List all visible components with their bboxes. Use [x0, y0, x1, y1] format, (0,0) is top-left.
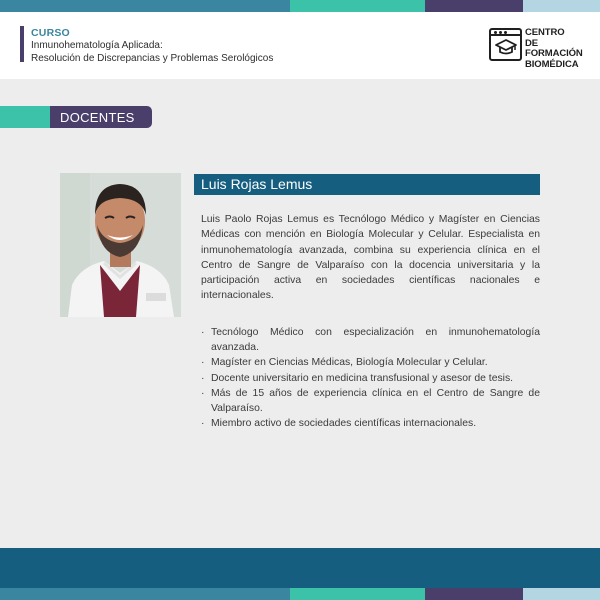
- section-accent: [0, 106, 52, 128]
- logo-line1: CENTRO: [525, 27, 565, 38]
- list-item: · Miembro activo de sociedades científicas internacionales.: [201, 418, 477, 430]
- list-item: · Magíster en Ciencias Médicas, Biología Molecular y Celular.: [201, 357, 488, 369]
- stripe-segment-purple: [425, 0, 523, 12]
- logo-text: [525, 28, 589, 70]
- stripe-segment-light-blue: [523, 588, 600, 600]
- list-item: · Docente universitario en medicina transfusional y asesor de tesis.: [201, 372, 514, 384]
- teacher-highlights-list: [201, 325, 540, 431]
- stripe-segment-steel: [0, 588, 290, 600]
- logo-line3: BIOMÉDICA: [525, 58, 579, 70]
- bottom-color-stripe: [0, 588, 600, 600]
- computer-graduation-cap-icon: [489, 28, 522, 61]
- logo-line2: DE FORMACIÓN: [525, 37, 583, 59]
- course-title-line2: Resolución de Discrepancias y Problemas Serológicos: [31, 53, 274, 64]
- footer-band: [0, 548, 600, 588]
- course-title-line1: Inmunohematología Aplicada:: [31, 40, 163, 51]
- list-item: · Más de 15 años de experiencia clínica en el Centro de Sangre de Valparaíso.: [201, 387, 540, 415]
- stripe-segment-purple: [425, 588, 523, 600]
- teacher-name: Luis Rojas Lemus: [201, 176, 313, 192]
- stripe-segment-light-blue: [523, 0, 600, 12]
- header-accent-bar: [20, 26, 24, 62]
- stripe-segment-teal: [290, 588, 425, 600]
- course-title: [31, 39, 273, 65]
- section-title: DOCENTES: [60, 110, 135, 125]
- teacher-portrait: [60, 173, 181, 317]
- list-item: · Tecnólogo Médico con especialización en inmunohematología avanzada.: [201, 327, 540, 354]
- teacher-name-bar: [194, 174, 540, 195]
- header: [0, 12, 600, 79]
- stripe-segment-teal: [290, 0, 425, 12]
- course-label: CURSO: [31, 27, 70, 39]
- logo: [489, 27, 589, 70]
- teacher-bio: Luis Paolo Rojas Lemus es Tecnólogo Médico y Magíster en Ciencias Médicas con mención en Biología Molecular y Celular. Especialista en inmunohematología avanzada, combina su experiencia clínica en el Centro de Sangre de Valparaíso con la docencia universitaria y la participación activa en sociedades científicas nacionales e internacionales.: [201, 214, 540, 302]
- stripe-segment-steel: [0, 0, 290, 12]
- section-title-tab: [50, 106, 152, 128]
- top-color-stripe: [0, 0, 600, 12]
